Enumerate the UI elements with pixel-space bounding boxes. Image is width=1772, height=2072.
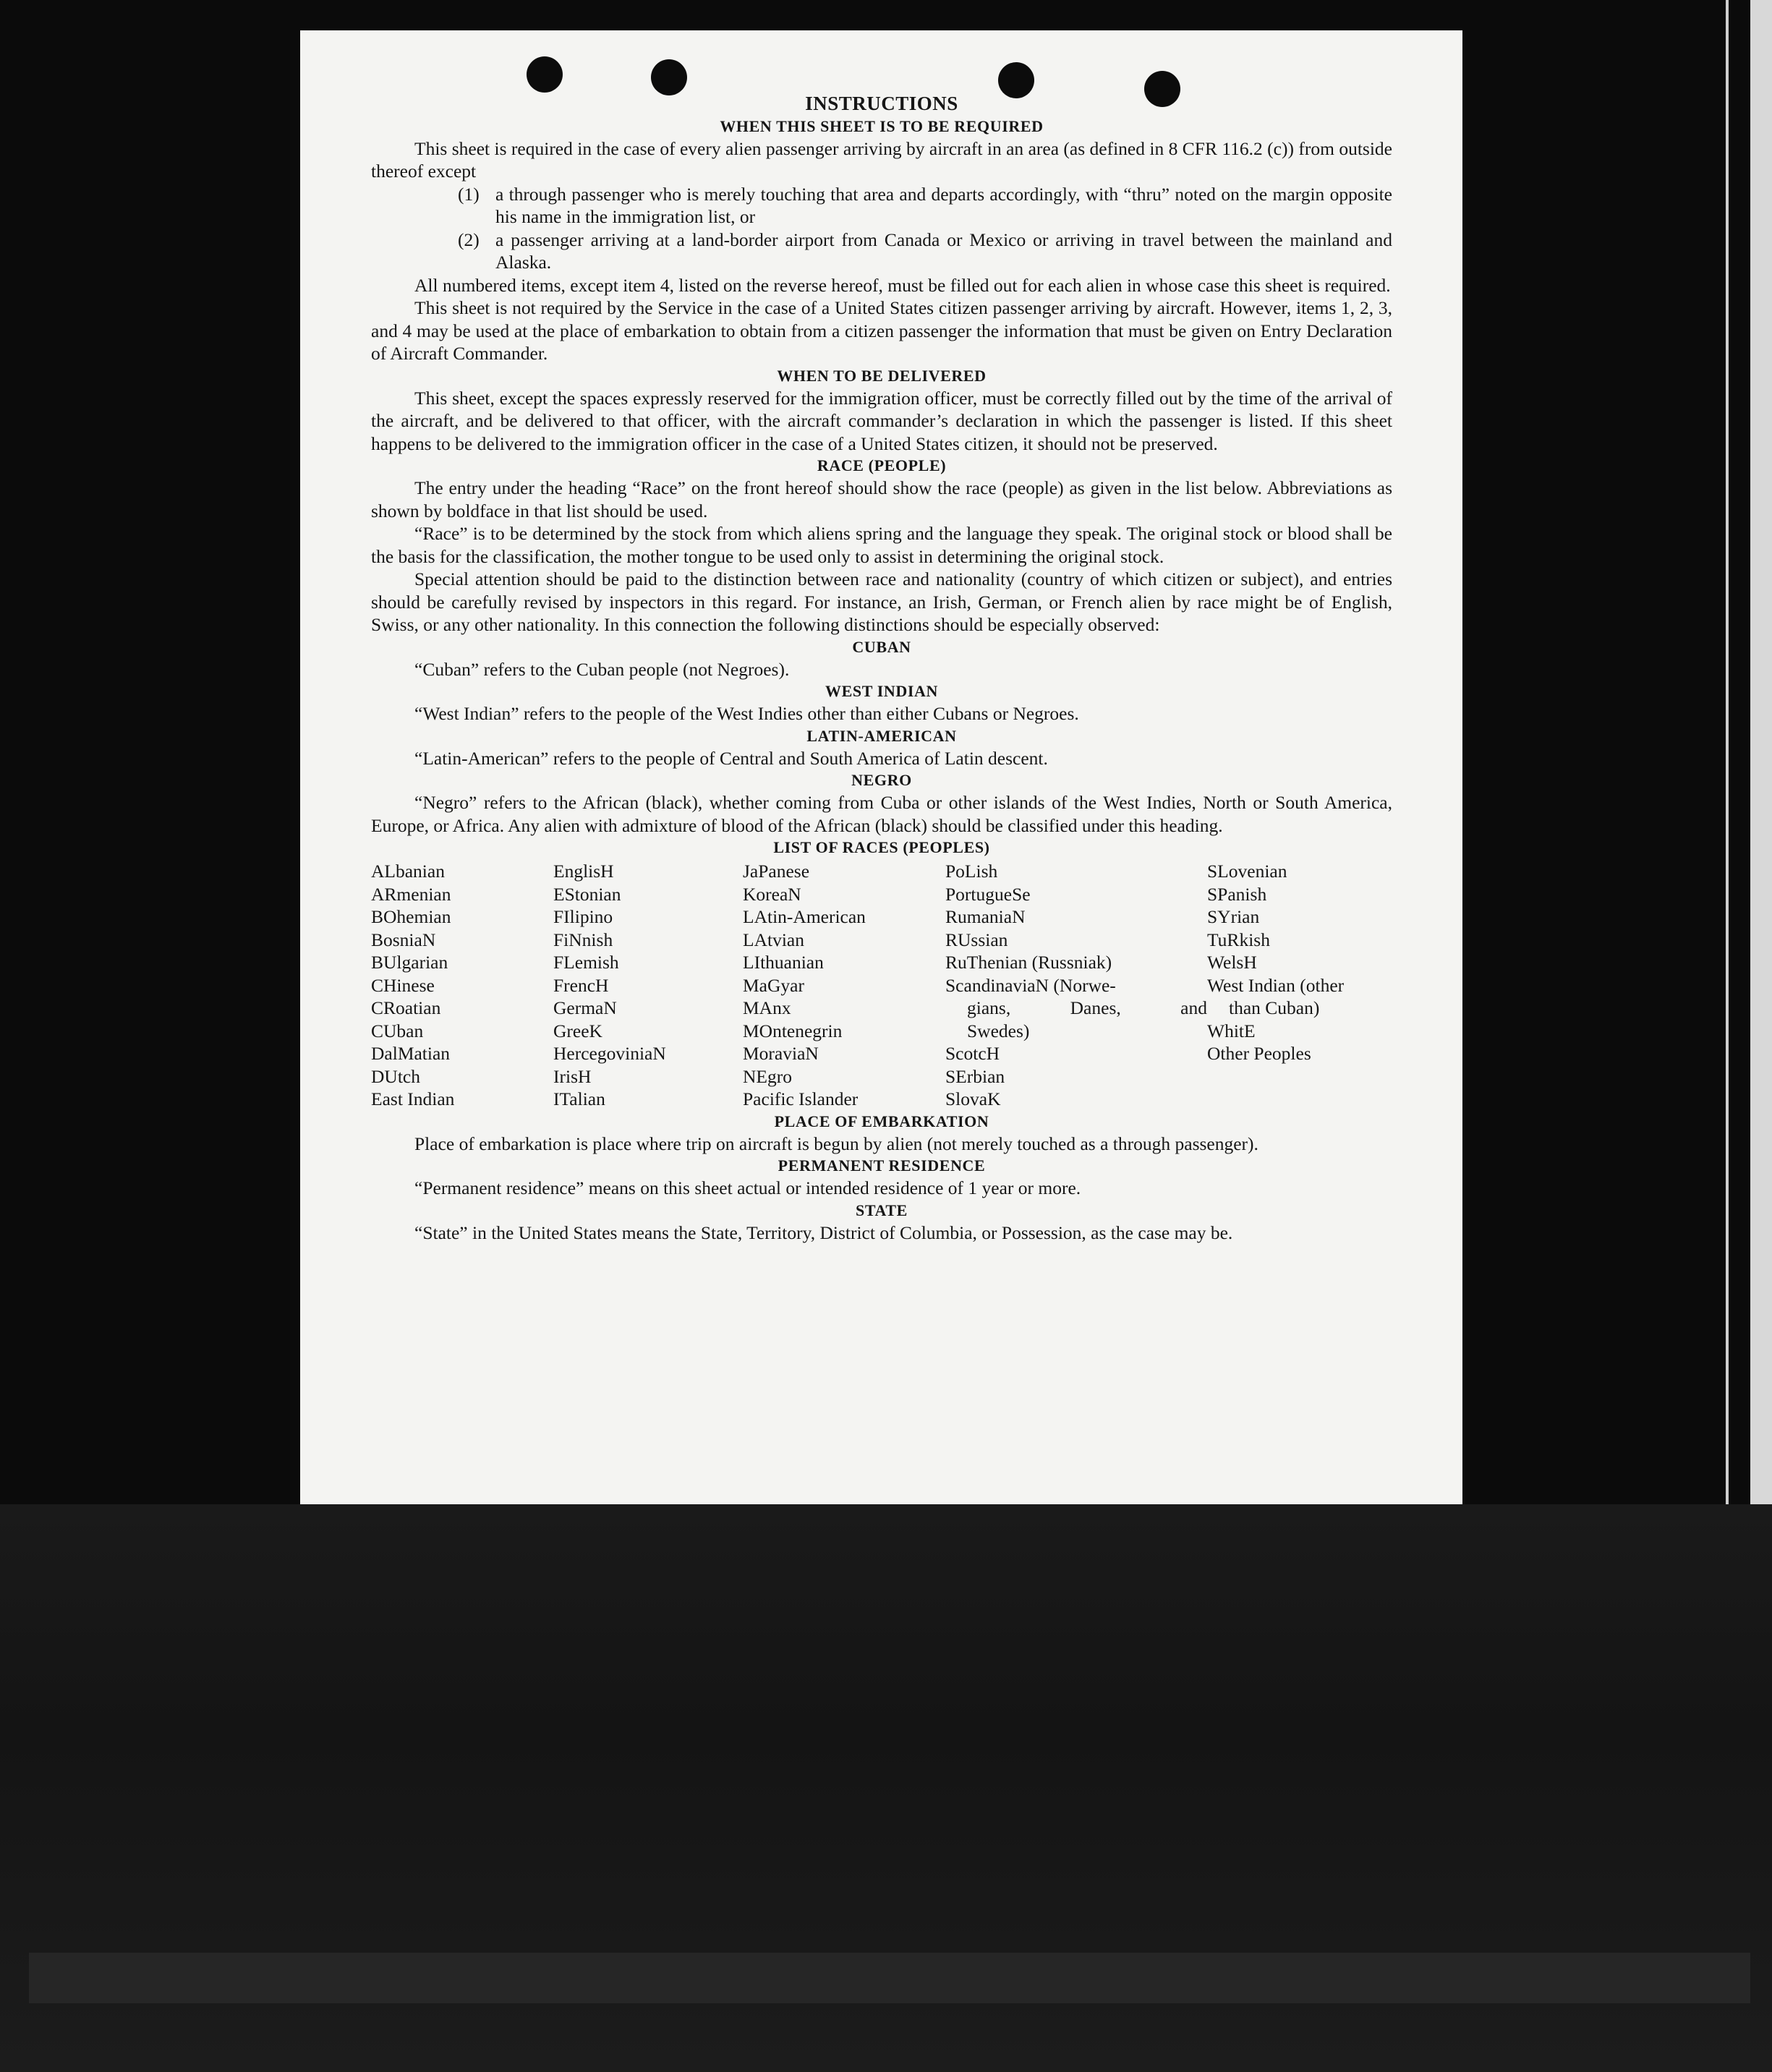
paragraph: This sheet is required in the case of every alien passenger arriving by aircraft in an area (as defined in 8 CFR 116.2 (c)) from outside thereof except bbox=[371, 137, 1392, 182]
paragraph: “Negro” refers to the African (black), whether coming from Cuba or other islands of the West Indies, North or South America, Europe, or Africa. Any alien with admixture of blood of the African (black) should be classified under this heading. bbox=[371, 792, 1392, 836]
race-entry: SYrian bbox=[1207, 906, 1260, 927]
race-entry: KoreaN bbox=[743, 883, 801, 905]
race-entry: LAtin-American bbox=[743, 906, 866, 927]
race-entry: CRoatian bbox=[371, 997, 441, 1018]
race-entry: FIlipino bbox=[553, 906, 613, 927]
race-entry: West Indian (other bbox=[1207, 974, 1345, 996]
race-entry: MaGyar bbox=[743, 974, 804, 996]
race-entry: LIthuanian bbox=[743, 952, 824, 973]
exception-item bbox=[458, 229, 1392, 274]
race-entry: MAnx bbox=[743, 997, 791, 1018]
punch-hole bbox=[527, 56, 563, 93]
race-entry: WelsH bbox=[1207, 952, 1257, 973]
race-column bbox=[553, 860, 743, 1111]
paragraph: This sheet is not required by the Service in the case of a United States citizen passenger arriving by aircraft. However, items 1, 2, 3, and 4 may be used at the place of embarkation to obtain from a citizen passenger the information that must be given on Entry Declaration of Aircraft Commander. bbox=[371, 297, 1392, 364]
heading-embarkation: PLACE OF EMBARKATION bbox=[774, 1112, 989, 1130]
race-entry: CUban bbox=[371, 1020, 424, 1041]
paragraph: “Latin-American” refers to the people of Central and South America of Latin descent. bbox=[414, 747, 1048, 769]
heading-list-of-races: LIST OF RACES (PEOPLES) bbox=[773, 838, 990, 856]
race-entry: TuRkish bbox=[1207, 929, 1270, 950]
heading-latin-american: LATIN-AMERICAN bbox=[806, 726, 957, 745]
exception-number: (2) bbox=[458, 229, 480, 250]
race-entry: CHinese bbox=[371, 974, 435, 996]
race-entry-continuation: Swedes) bbox=[967, 1020, 1030, 1041]
heading-race: RACE (PEOPLE) bbox=[817, 456, 947, 474]
paragraph: The entry under the heading “Race” on the front hereof should show the race (people) as given in the list below. Abbreviations as shown by boldface in that list should be used. bbox=[371, 477, 1392, 521]
race-entry: RuThenian (Russniak) bbox=[945, 952, 1112, 973]
heading-when-delivered: WHEN TO BE DELIVERED bbox=[777, 366, 987, 385]
heading-cuban: CUBAN bbox=[852, 637, 911, 656]
race-entry: East Indian bbox=[371, 1088, 455, 1109]
race-entry: PoLish bbox=[945, 861, 998, 882]
race-entry: SErbian bbox=[945, 1065, 1005, 1087]
paragraph: “West Indian” refers to the people of the West Indies other than either Cubans or Negroes. bbox=[414, 703, 1079, 724]
race-entry: BUlgarian bbox=[371, 952, 448, 973]
heading-permanent-residence: PERMANENT RESIDENCE bbox=[778, 1156, 986, 1174]
race-entry: GermaN bbox=[553, 997, 617, 1018]
race-entry: ScandinaviaN (Norwe- bbox=[945, 974, 1116, 996]
page-title: INSTRUCTIONS bbox=[805, 93, 958, 114]
paragraph: Special attention should be paid to the distinction between race and nationality (country of which citizen or subject), and entries should be carefully revised by inspectors in this regard. For instance, an Irish, German, or French alien by race might be of English, Swiss, or any other nationality. In this connection the following distinctions should be especially observed: bbox=[371, 568, 1392, 635]
race-entry: RUssian bbox=[945, 929, 1008, 950]
race-entry: EnglisH bbox=[553, 861, 614, 882]
race-entry: FLemish bbox=[553, 952, 619, 973]
race-entry: SPanish bbox=[1207, 883, 1267, 905]
paragraph: “Cuban” refers to the Cuban people (not Negroes). bbox=[414, 658, 790, 680]
instructions-content bbox=[371, 93, 1392, 1244]
race-column bbox=[1207, 860, 1392, 1111]
race-entry: SlovaK bbox=[945, 1088, 1001, 1109]
race-entry: JaPanese bbox=[743, 861, 810, 882]
race-entry: FrencH bbox=[553, 974, 609, 996]
paragraph: “Race” is to be determined by the stock from which aliens spring and the language they speak. The original stock or blood shall be the basis for the classification, the mother tongue to be used only to assist in determining the original stock. bbox=[371, 523, 1392, 567]
race-entry: HercegoviniaN bbox=[553, 1043, 666, 1064]
race-entry: NEgro bbox=[743, 1065, 792, 1087]
race-entry: IrisH bbox=[553, 1065, 592, 1087]
heading-when-required: WHEN THIS SHEET IS TO BE REQUIRED bbox=[720, 116, 1044, 135]
paragraph: “Permanent residence” means on this sheet actual or intended residence of 1 year or more. bbox=[414, 1177, 1081, 1198]
heading-negro: NEGRO bbox=[851, 771, 912, 789]
race-entry: WhitE bbox=[1207, 1020, 1256, 1041]
race-entry: MOntenegrin bbox=[743, 1020, 843, 1041]
punch-hole bbox=[651, 59, 687, 95]
race-entry: LAtvian bbox=[743, 929, 804, 950]
race-entry: MoraviaN bbox=[743, 1043, 819, 1064]
heading-west-indian: WEST INDIAN bbox=[825, 682, 938, 700]
race-entry-continuation: than Cuban) bbox=[1229, 997, 1320, 1018]
race-entry: GreeK bbox=[553, 1020, 602, 1041]
race-entry-continuation: gians, Danes, and bbox=[967, 997, 1207, 1018]
exception-text: a through passenger who is merely touching that area and departs accordingly, with “thru” noted on the margin opposite his name in the immigration list, or bbox=[495, 183, 1392, 227]
race-entry: FiNnish bbox=[553, 929, 613, 950]
race-entry: RumaniaN bbox=[945, 906, 1026, 927]
race-column bbox=[371, 860, 553, 1111]
race-entry: ScotcH bbox=[945, 1043, 1000, 1064]
exception-text: a passenger arriving at a land-border airport from Canada or Mexico or arriving in travel between the mainland and Alaska. bbox=[495, 229, 1392, 273]
race-entry: Other Peoples bbox=[1207, 1043, 1311, 1064]
race-entry: EStonian bbox=[553, 883, 621, 905]
race-entry: ARmenian bbox=[371, 883, 451, 905]
race-entry: DalMatian bbox=[371, 1043, 451, 1064]
film-strip bbox=[29, 1953, 1750, 2003]
heading-state: STATE bbox=[856, 1201, 908, 1219]
race-column bbox=[743, 860, 945, 1111]
exception-item bbox=[458, 183, 1392, 229]
paragraph: All numbered items, except item 4, listed on the reverse hereof, must be filled out for each alien in whose case this sheet is required. bbox=[414, 274, 1391, 296]
race-entry: ITalian bbox=[553, 1088, 605, 1109]
race-column bbox=[945, 860, 1207, 1111]
race-entry: DUtch bbox=[371, 1065, 420, 1087]
race-entry: PortugueSe bbox=[945, 883, 1031, 905]
race-entry: BOhemian bbox=[371, 906, 451, 927]
paragraph: This sheet, except the spaces expressly reserved for the immigration officer, must be correctly filled out by the time of the arrival of the aircraft, and be delivered to that officer, with the aircraft commander’s declaration in which the passenger is listed. If this sheet happens to be delivered to the immigration officer in the case of a United States citizen, it should not be preserved. bbox=[371, 387, 1392, 454]
paragraph: Place of embarkation is place where trip on aircraft is begun by alien (not merely touched as a through passenger). bbox=[414, 1133, 1258, 1154]
race-entry: BosniaN bbox=[371, 929, 436, 950]
race-entry: SLovenian bbox=[1207, 861, 1287, 882]
race-list bbox=[371, 860, 1392, 1111]
race-entry: ALbanian bbox=[371, 861, 445, 882]
exception-number: (1) bbox=[458, 183, 480, 205]
adjacent-frame-edge bbox=[1750, 0, 1772, 1504]
race-entry: Pacific Islander bbox=[743, 1088, 859, 1109]
adjacent-frame-line bbox=[1726, 0, 1729, 1504]
paragraph: “State” in the United States means the State, Territory, District of Columbia, or Possession, as the case may be. bbox=[414, 1222, 1233, 1243]
